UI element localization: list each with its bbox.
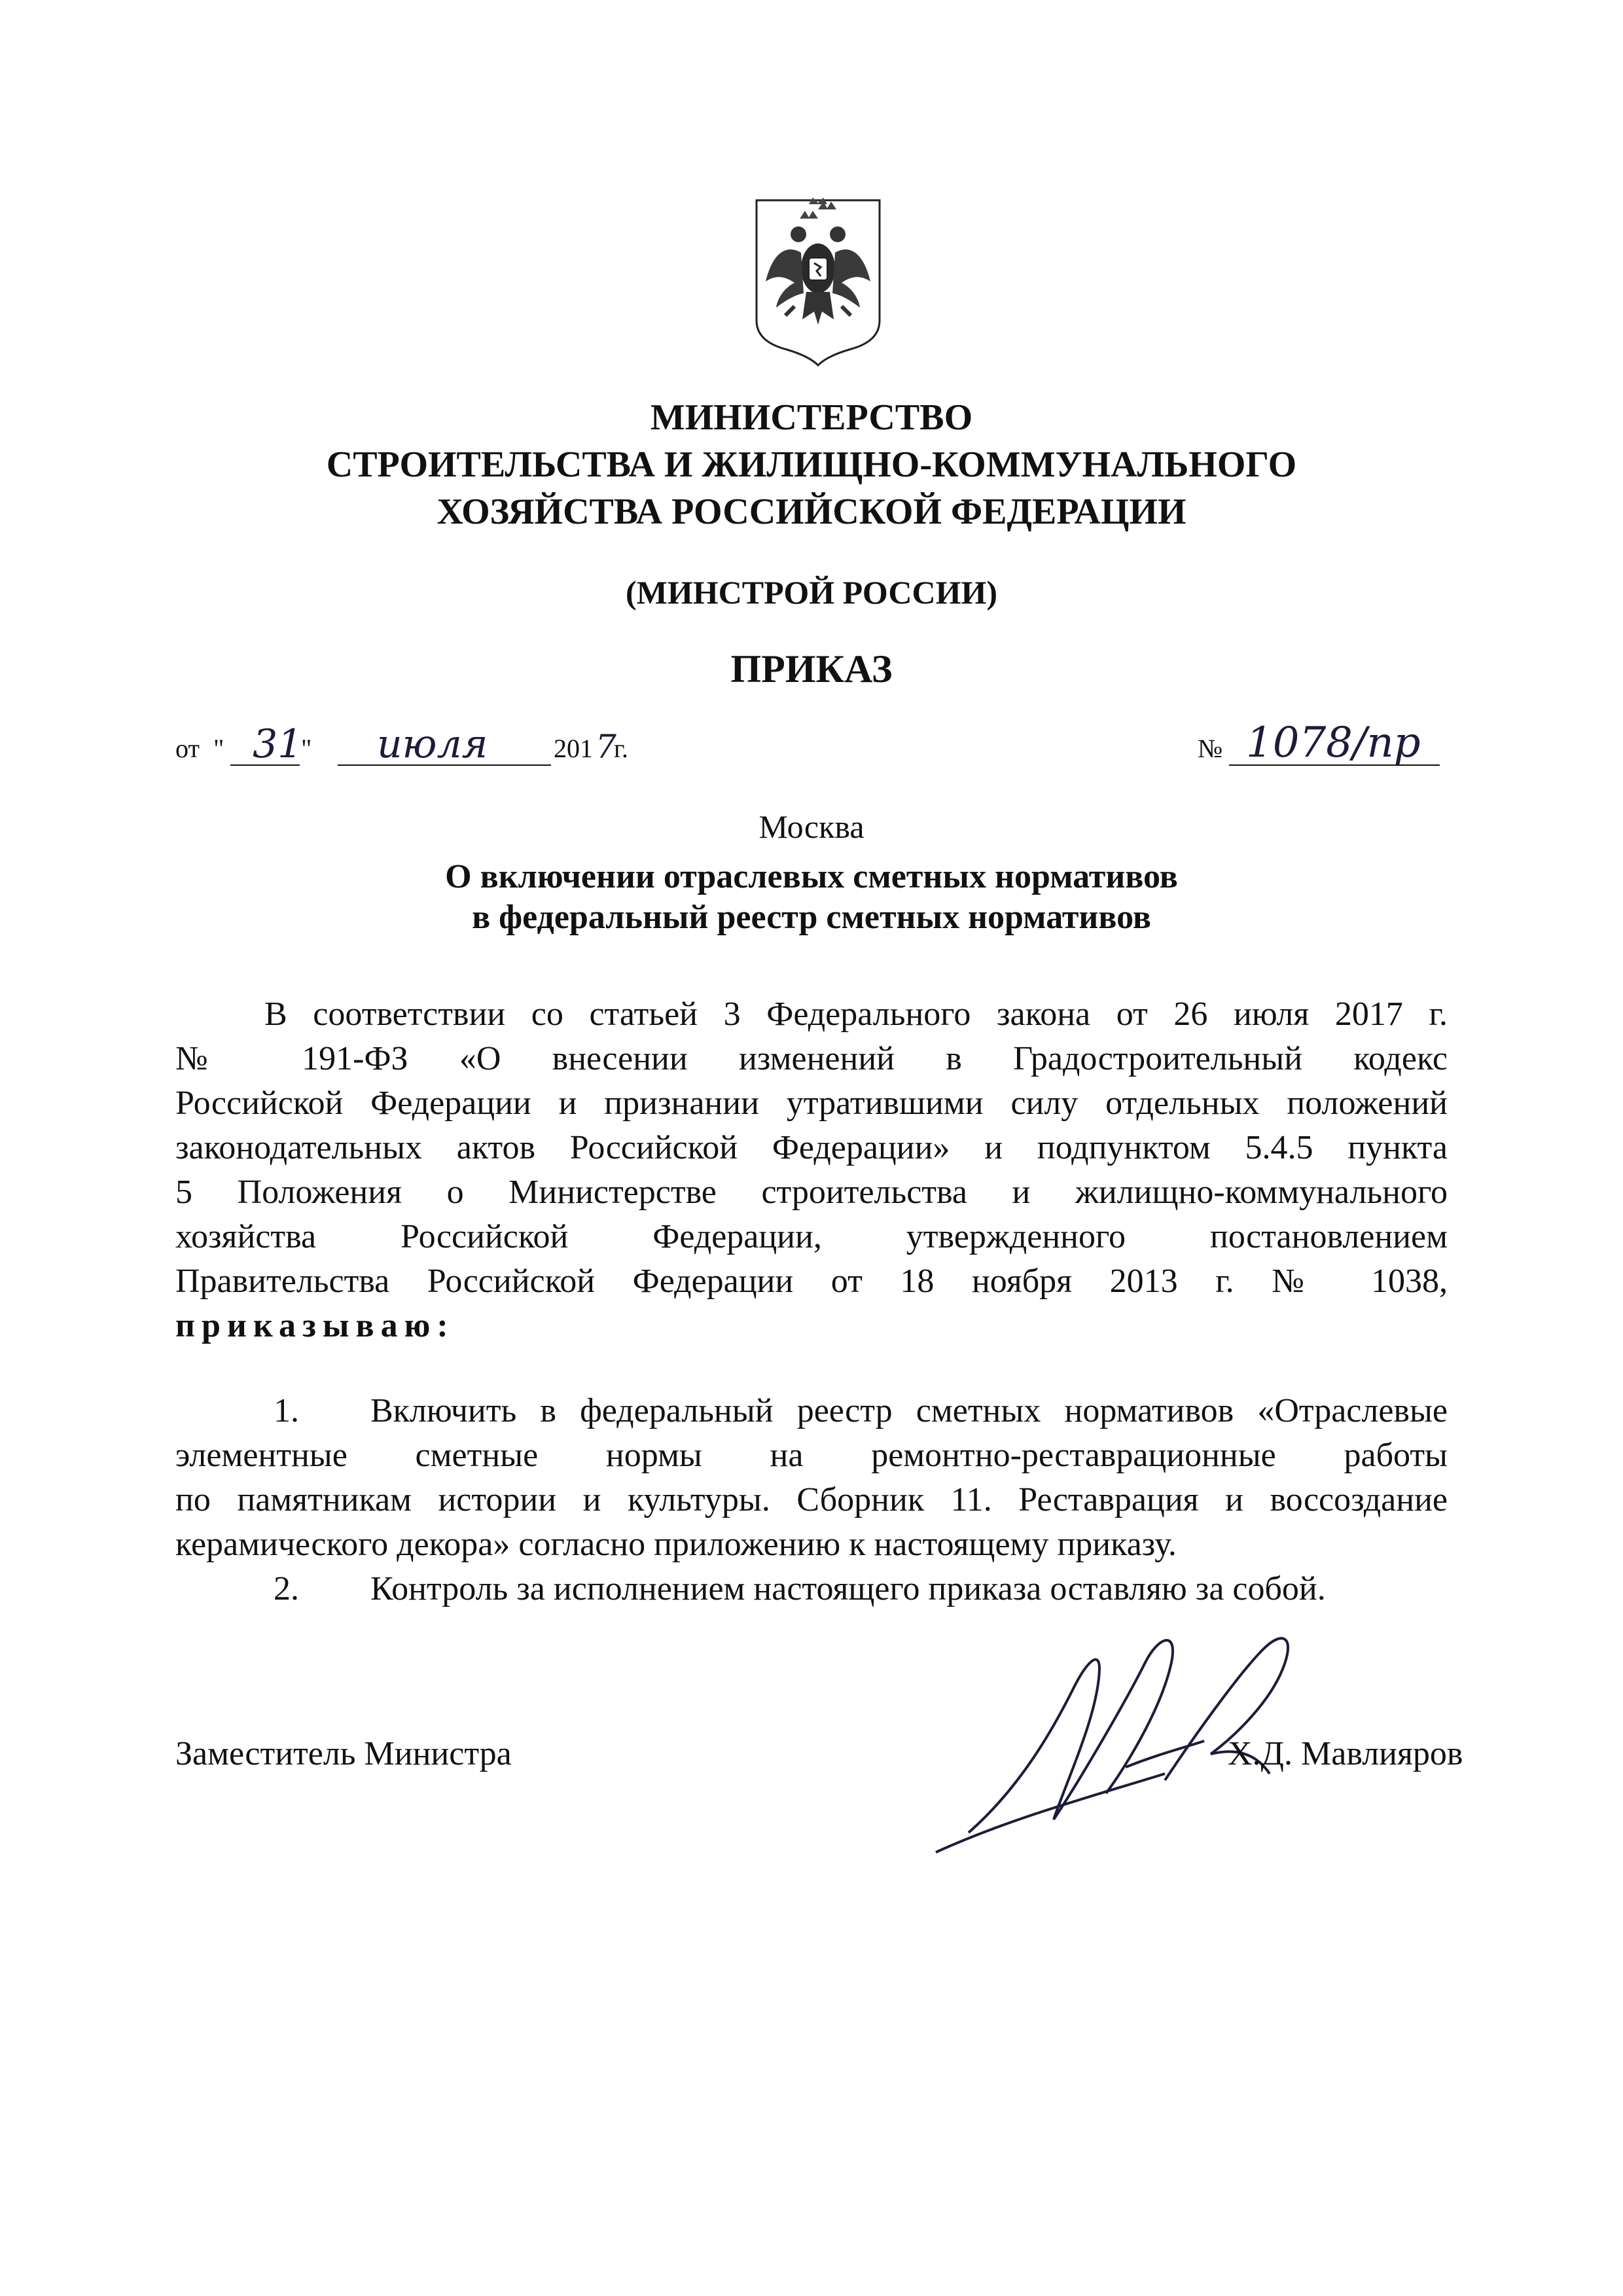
item-1-line: элементные сметные нормы на ремонтно-реставрационные работы bbox=[175, 1437, 1448, 1474]
orders-word: приказываю: bbox=[175, 1307, 455, 1344]
preamble-line: законодательных актов Российской Федерации» и подпунктом 5.4.5 пункта bbox=[175, 1129, 1448, 1166]
date-close-quote: " bbox=[301, 734, 312, 763]
number-underline bbox=[1229, 764, 1440, 766]
date-day: 31 bbox=[253, 721, 303, 767]
date-year-suffix: г. bbox=[614, 734, 628, 763]
date-line bbox=[175, 721, 673, 770]
item-2-first-line: Контроль за исполнением настоящего приказа оставляю за собой. bbox=[370, 1570, 1326, 1607]
ministry-name-line-1: МИНИСТЕРСТВО bbox=[650, 397, 973, 438]
date-prefix: от bbox=[175, 734, 200, 763]
city: Москва bbox=[758, 808, 865, 845]
coat-of-arms-icon bbox=[751, 196, 885, 367]
preamble-line: 5 Положения о Министерстве строительства и жилищно-коммунального bbox=[175, 1174, 1448, 1211]
item-2-number: 2. bbox=[274, 1570, 299, 1607]
order-number: 1078/пр bbox=[1246, 719, 1421, 767]
number-label: № bbox=[1198, 734, 1223, 763]
order-title-line-2: в федеральный реестр сметных нормативов bbox=[472, 899, 1151, 936]
ministry-name-line-3: ХОЗЯЙСТВА РОССИЙСКОЙ ФЕДЕРАЦИИ bbox=[437, 492, 1186, 532]
date-month: июля bbox=[377, 721, 488, 767]
date-open-quote: " bbox=[213, 734, 224, 763]
item-1-line: по памятникам истории и культуры. Сборник 11. Реставрация и воссоздание bbox=[175, 1481, 1448, 1518]
ministry-short-name: (МИНСТРОЙ РОССИИ) bbox=[625, 574, 998, 611]
month-underline bbox=[338, 764, 551, 766]
number-line bbox=[1198, 719, 1472, 770]
item-1-number: 1. bbox=[274, 1392, 299, 1429]
day-underline bbox=[230, 764, 300, 766]
preamble-line: хозяйства Российской Федерации, утвержденного постановлением bbox=[175, 1218, 1448, 1255]
preamble-line: Правительства Российской Федерации от 18 ноября 2013 г. № 1038, bbox=[175, 1263, 1448, 1300]
document-type: ПРИКАЗ bbox=[730, 647, 893, 691]
preamble-line: № 191-ФЗ «О внесении изменений в Градостроительный кодекс bbox=[175, 1040, 1448, 1077]
item-1-first-line: Включить в федеральный реестр сметных нормативов «Отраслевые bbox=[370, 1392, 1448, 1429]
date-year-printed: 201 bbox=[554, 734, 593, 763]
ministry-name-line-2: СТРОИТЕЛЬСТВА И ЖИЛИЩНО-КОММУНАЛЬНОГО bbox=[326, 444, 1297, 485]
preamble-line: Российской Федерации и признании утратившими силу отдельных положений bbox=[175, 1085, 1448, 1122]
preamble-line: В соответствии со статьей 3 Федерального закона от 26 июля 2017 г. bbox=[264, 996, 1448, 1033]
signatory-name: Х.Д. Мавлияров bbox=[1228, 1735, 1463, 1772]
signatory-position: Заместитель Министра bbox=[175, 1735, 512, 1772]
item-1-line: керамического декора» согласно приложению к настоящему приказу. bbox=[175, 1526, 1177, 1563]
date-year-handwritten: 7 bbox=[596, 728, 616, 766]
order-title-line-1: О включении отраслевых сметных нормативов bbox=[445, 858, 1178, 895]
